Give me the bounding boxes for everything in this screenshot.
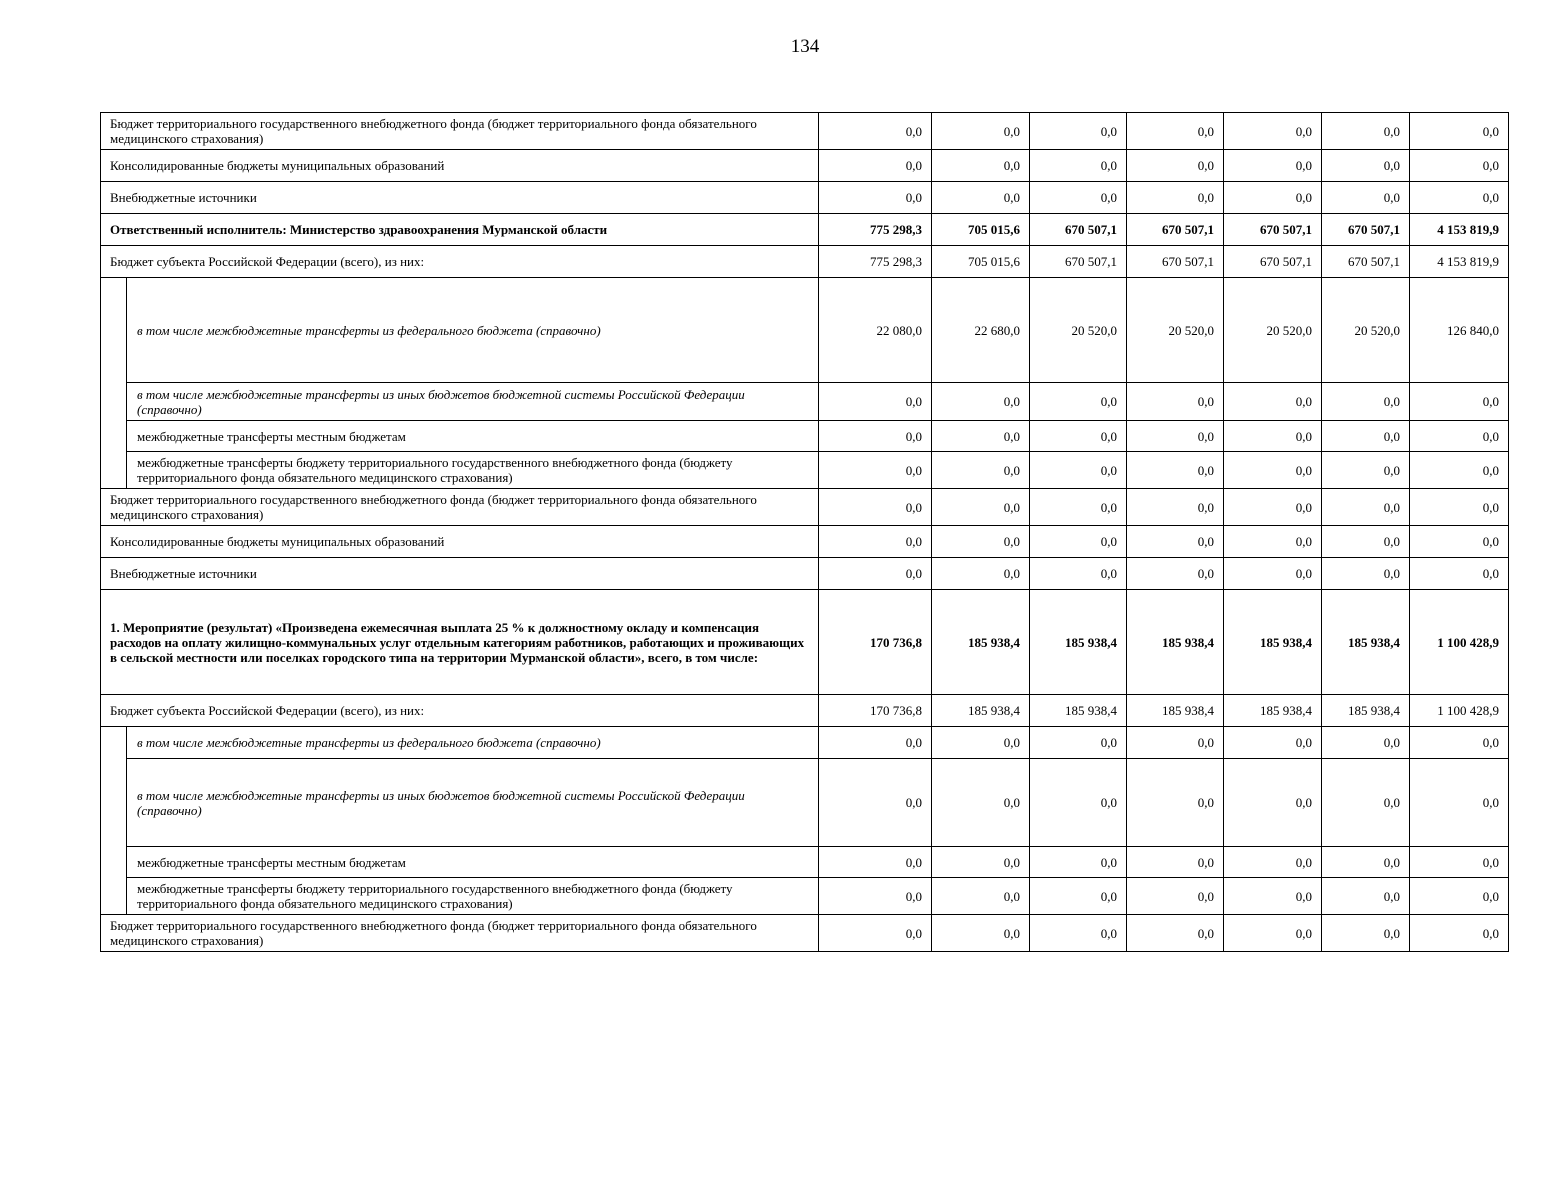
value-cell: 0,0 — [1410, 452, 1509, 489]
value-cell: 0,0 — [1410, 421, 1509, 452]
value-cell: 0,0 — [1410, 489, 1509, 526]
value-cell: 0,0 — [932, 915, 1030, 952]
value-cell: 0,0 — [932, 727, 1030, 759]
value-cell: 0,0 — [1410, 847, 1509, 878]
value-cell: 22 680,0 — [932, 278, 1030, 383]
table-row — [101, 421, 1509, 452]
row-label: межбюджетные трансферты бюджету территориального государственного внебюджетного фонда (бюджету территориального фонда обязательного медицинского страхования) — [127, 878, 819, 915]
value-cell: 0,0 — [1322, 182, 1410, 214]
value-cell: 0,0 — [932, 847, 1030, 878]
value-cell: 0,0 — [819, 182, 932, 214]
value-cell: 0,0 — [1224, 113, 1322, 150]
value-cell: 0,0 — [1410, 113, 1509, 150]
table-row — [101, 558, 1509, 590]
value-cell: 0,0 — [1127, 526, 1224, 558]
value-cell: 4 153 819,9 — [1410, 214, 1509, 246]
row-label: Бюджет территориального государственного внебюджетного фонда (бюджет территориального фонда обязательного медицинского страхования) — [101, 489, 819, 526]
value-cell: 0,0 — [1224, 727, 1322, 759]
row-label: в том числе межбюджетные трансферты из иных бюджетов бюджетной системы Российской Федерации (справочно) — [127, 759, 819, 847]
value-cell: 0,0 — [819, 150, 932, 182]
value-cell: 1 100 428,9 — [1410, 695, 1509, 727]
value-cell: 0,0 — [932, 878, 1030, 915]
value-cell: 0,0 — [932, 558, 1030, 590]
value-cell: 0,0 — [1224, 421, 1322, 452]
row-label: в том числе межбюджетные трансферты из иных бюджетов бюджетной системы Российской Федерации (справочно) — [127, 383, 819, 421]
value-cell: 670 507,1 — [1224, 246, 1322, 278]
value-cell: 670 507,1 — [1322, 246, 1410, 278]
value-cell: 0,0 — [1030, 113, 1127, 150]
indent-cell — [101, 727, 127, 915]
value-cell: 0,0 — [932, 150, 1030, 182]
value-cell: 0,0 — [1322, 558, 1410, 590]
row-label: межбюджетные трансферты местным бюджетам — [127, 847, 819, 878]
value-cell: 0,0 — [1224, 558, 1322, 590]
value-cell: 0,0 — [1030, 847, 1127, 878]
value-cell: 0,0 — [1030, 421, 1127, 452]
value-cell: 185 938,4 — [1322, 695, 1410, 727]
value-cell: 670 507,1 — [1322, 214, 1410, 246]
value-cell: 20 520,0 — [1127, 278, 1224, 383]
value-cell: 0,0 — [1322, 421, 1410, 452]
value-cell: 775 298,3 — [819, 246, 932, 278]
value-cell: 0,0 — [1030, 558, 1127, 590]
value-cell: 0,0 — [1224, 526, 1322, 558]
value-cell: 0,0 — [1030, 878, 1127, 915]
table-body — [101, 113, 1509, 952]
value-cell: 0,0 — [932, 383, 1030, 421]
value-cell: 0,0 — [1127, 558, 1224, 590]
value-cell: 705 015,6 — [932, 214, 1030, 246]
table-row — [101, 878, 1509, 915]
value-cell: 0,0 — [1030, 452, 1127, 489]
row-label: Консолидированные бюджеты муниципальных образований — [101, 526, 819, 558]
row-label: в том числе межбюджетные трансферты из федерального бюджета (справочно) — [127, 278, 819, 383]
value-cell: 0,0 — [1322, 727, 1410, 759]
value-cell: 0,0 — [1224, 878, 1322, 915]
value-cell: 0,0 — [1224, 182, 1322, 214]
table-row — [101, 759, 1509, 847]
value-cell: 22 080,0 — [819, 278, 932, 383]
value-cell: 0,0 — [1410, 383, 1509, 421]
value-cell: 0,0 — [1322, 759, 1410, 847]
value-cell: 0,0 — [819, 847, 932, 878]
value-cell: 0,0 — [819, 452, 932, 489]
row-label: Бюджет территориального государственного внебюджетного фонда (бюджет территориального фонда обязательного медицинского страхования) — [101, 113, 819, 150]
table-row — [101, 278, 1509, 383]
value-cell: 170 736,8 — [819, 695, 932, 727]
value-cell: 0,0 — [1224, 383, 1322, 421]
table-row — [101, 489, 1509, 526]
value-cell: 0,0 — [1127, 182, 1224, 214]
value-cell: 670 507,1 — [1127, 246, 1224, 278]
page-number: 134 — [790, 36, 820, 57]
value-cell: 185 938,4 — [1030, 590, 1127, 695]
value-cell: 0,0 — [819, 526, 932, 558]
row-label: межбюджетные трансферты бюджету территориального государственного внебюджетного фонда (бюджету территориального фонда обязательного медицинского страхования) — [127, 452, 819, 489]
row-label: Бюджет субъекта Российской Федерации (всего), из них: — [101, 695, 819, 727]
value-cell: 0,0 — [1127, 727, 1224, 759]
value-cell: 185 938,4 — [1322, 590, 1410, 695]
value-cell: 185 938,4 — [1224, 695, 1322, 727]
row-label: Бюджет субъекта Российской Федерации (всего), из них: — [101, 246, 819, 278]
value-cell: 0,0 — [819, 383, 932, 421]
value-cell: 4 153 819,9 — [1410, 246, 1509, 278]
value-cell: 126 840,0 — [1410, 278, 1509, 383]
value-cell: 670 507,1 — [1224, 214, 1322, 246]
table-row — [101, 383, 1509, 421]
value-cell: 0,0 — [1322, 452, 1410, 489]
value-cell: 670 507,1 — [1127, 214, 1224, 246]
value-cell: 20 520,0 — [1030, 278, 1127, 383]
value-cell: 0,0 — [1224, 915, 1322, 952]
budget-table — [100, 112, 1509, 952]
value-cell: 0,0 — [1322, 150, 1410, 182]
value-cell: 0,0 — [819, 878, 932, 915]
value-cell: 0,0 — [1127, 383, 1224, 421]
value-cell: 0,0 — [1224, 489, 1322, 526]
row-label: Ответственный исполнитель: Министерство здравоохранения Мурманской области — [101, 214, 819, 246]
row-label: Внебюджетные источники — [101, 558, 819, 590]
value-cell: 670 507,1 — [1030, 214, 1127, 246]
value-cell: 0,0 — [1030, 489, 1127, 526]
value-cell: 1 100 428,9 — [1410, 590, 1509, 695]
value-cell: 0,0 — [1410, 526, 1509, 558]
value-cell: 20 520,0 — [1224, 278, 1322, 383]
value-cell: 170 736,8 — [819, 590, 932, 695]
table-row — [101, 915, 1509, 952]
value-cell: 0,0 — [932, 526, 1030, 558]
value-cell: 0,0 — [1224, 150, 1322, 182]
value-cell: 0,0 — [819, 558, 932, 590]
table-row — [101, 113, 1509, 150]
table-row — [101, 246, 1509, 278]
value-cell: 20 520,0 — [1322, 278, 1410, 383]
value-cell: 0,0 — [1322, 526, 1410, 558]
value-cell: 0,0 — [819, 915, 932, 952]
value-cell: 0,0 — [1322, 383, 1410, 421]
value-cell: 185 938,4 — [932, 695, 1030, 727]
value-cell: 0,0 — [819, 759, 932, 847]
table-row — [101, 590, 1509, 695]
value-cell: 185 938,4 — [1127, 590, 1224, 695]
value-cell: 0,0 — [932, 489, 1030, 526]
table-row — [101, 526, 1509, 558]
value-cell: 0,0 — [932, 182, 1030, 214]
value-cell: 0,0 — [1224, 847, 1322, 878]
value-cell: 0,0 — [1322, 489, 1410, 526]
value-cell: 0,0 — [1127, 878, 1224, 915]
value-cell: 0,0 — [1030, 150, 1127, 182]
indent-cell — [101, 278, 127, 489]
value-cell: 0,0 — [1030, 759, 1127, 847]
table-row — [101, 452, 1509, 489]
table-row — [101, 214, 1509, 246]
row-label: Бюджет территориального государственного внебюджетного фонда (бюджет территориального фонда обязательного медицинского страхования) — [101, 915, 819, 952]
value-cell: 0,0 — [1030, 526, 1127, 558]
table-row — [101, 150, 1509, 182]
table-row — [101, 182, 1509, 214]
value-cell: 775 298,3 — [819, 214, 932, 246]
value-cell: 0,0 — [1322, 113, 1410, 150]
value-cell: 0,0 — [932, 759, 1030, 847]
value-cell: 0,0 — [932, 421, 1030, 452]
value-cell: 185 938,4 — [1127, 695, 1224, 727]
value-cell: 185 938,4 — [1030, 695, 1127, 727]
value-cell: 0,0 — [1410, 558, 1509, 590]
value-cell: 0,0 — [1030, 182, 1127, 214]
row-label: Консолидированные бюджеты муниципальных образований — [101, 150, 819, 182]
value-cell: 0,0 — [1030, 727, 1127, 759]
value-cell: 705 015,6 — [932, 246, 1030, 278]
value-cell: 0,0 — [819, 113, 932, 150]
value-cell: 0,0 — [1410, 915, 1509, 952]
value-cell: 0,0 — [1410, 727, 1509, 759]
value-cell: 0,0 — [1224, 452, 1322, 489]
value-cell: 0,0 — [1127, 452, 1224, 489]
value-cell: 0,0 — [819, 489, 932, 526]
value-cell: 0,0 — [1127, 759, 1224, 847]
value-cell: 185 938,4 — [932, 590, 1030, 695]
value-cell: 0,0 — [1127, 150, 1224, 182]
value-cell: 0,0 — [1127, 421, 1224, 452]
value-cell: 0,0 — [1127, 847, 1224, 878]
value-cell: 0,0 — [932, 113, 1030, 150]
value-cell: 0,0 — [1410, 878, 1509, 915]
value-cell: 0,0 — [819, 727, 932, 759]
value-cell: 0,0 — [1410, 150, 1509, 182]
value-cell: 670 507,1 — [1030, 246, 1127, 278]
value-cell: 0,0 — [1410, 759, 1509, 847]
value-cell: 0,0 — [1322, 847, 1410, 878]
row-label: межбюджетные трансферты местным бюджетам — [127, 421, 819, 452]
value-cell: 0,0 — [1127, 915, 1224, 952]
row-label: Внебюджетные источники — [101, 182, 819, 214]
value-cell: 0,0 — [1030, 915, 1127, 952]
table-row — [101, 695, 1509, 727]
row-label: 1. Мероприятие (результат) «Произведена ежемесячная выплата 25 % к должностному окладу и компенсация расходов на оплату жилищно-коммунальных услуг отдельным категориям работников, работающих и проживающих в сельской местности или поселках городского типа на территории Мурманской области», всего, в том числе: — [101, 590, 819, 695]
value-cell: 0,0 — [1322, 915, 1410, 952]
value-cell: 0,0 — [1224, 759, 1322, 847]
value-cell: 0,0 — [1322, 878, 1410, 915]
value-cell: 185 938,4 — [1224, 590, 1322, 695]
value-cell: 0,0 — [1030, 383, 1127, 421]
row-label: в том числе межбюджетные трансферты из федерального бюджета (справочно) — [127, 727, 819, 759]
value-cell: 0,0 — [1127, 489, 1224, 526]
table-row — [101, 727, 1509, 759]
value-cell: 0,0 — [1127, 113, 1224, 150]
table-row — [101, 847, 1509, 878]
value-cell: 0,0 — [1410, 182, 1509, 214]
value-cell: 0,0 — [932, 452, 1030, 489]
value-cell: 0,0 — [819, 421, 932, 452]
